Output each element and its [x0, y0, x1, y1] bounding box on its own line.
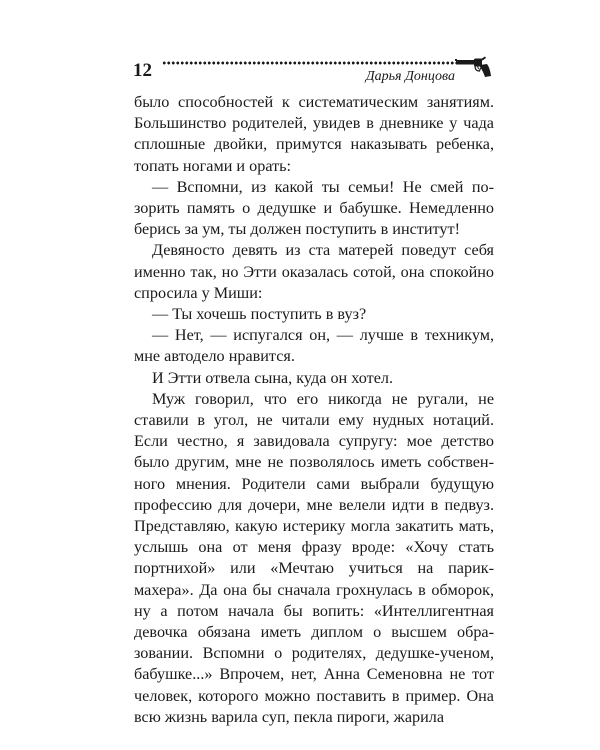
- paragraph: — Нет, — испугался он, — лучше в техникум, мне автодело нравится.: [134, 326, 494, 366]
- page-header: [130, 56, 495, 90]
- paragraph: было способностей к систематическим занятиям. Большинство родителей, увидев в дневнике у чада сплошные двойки, примутся наказывать ребенка, топать ногами и орать:: [134, 93, 494, 175]
- paragraph: — Ты хочешь поступить в вуз?: [152, 305, 367, 324]
- header-dotted-rule: [162, 61, 458, 65]
- paragraph: — Вспомни, из какой ты семьи! Не смей позорить память о дедушке и бабушке. Немедленно берись за ум, ты должен поступить в институт!: [134, 177, 494, 239]
- paragraph: И Этти отвела сына, куда он хотел.: [152, 368, 394, 387]
- paragraph: Девяносто девять из ста матерей поведут себя именно так, но Этти оказалась сотой, она спокойно спросила у Миши:: [134, 241, 494, 302]
- page-number: 12: [133, 60, 152, 81]
- paragraph: Муж говорил, что его никогда не ругали, не ставили в угол, не читали ему нудных нотаций. Если честно, я завидовала супругу: мое детство было другим, мне не позволялось иметь собственного мнения. Родители сами выбрали будущую профессию для дочери, мне велели идти в педвуз. Представляю, какую истерику могла закатить мать, услышь она от меня фразу вроде: «Хочу стать портнихой» или «Мечтаю учиться на парикмахера». Да она бы сначала грохнулась в обморок, ну а потом начала бы вопить: «Интеллигентная девочка обязана иметь диплом о высшем образовании. Вспомни о родителях, дедушке-ученом, бабушке...» Впрочем, нет, Анна Семеновна не тот человек, которого можно поставить в пример. Она всю жизнь варила суп, пекла пироги, жарила: [134, 389, 494, 726]
- running-title: Дарья Донцова: [365, 69, 455, 84]
- revolver-icon: [455, 56, 493, 78]
- body-text: [134, 92, 494, 728]
